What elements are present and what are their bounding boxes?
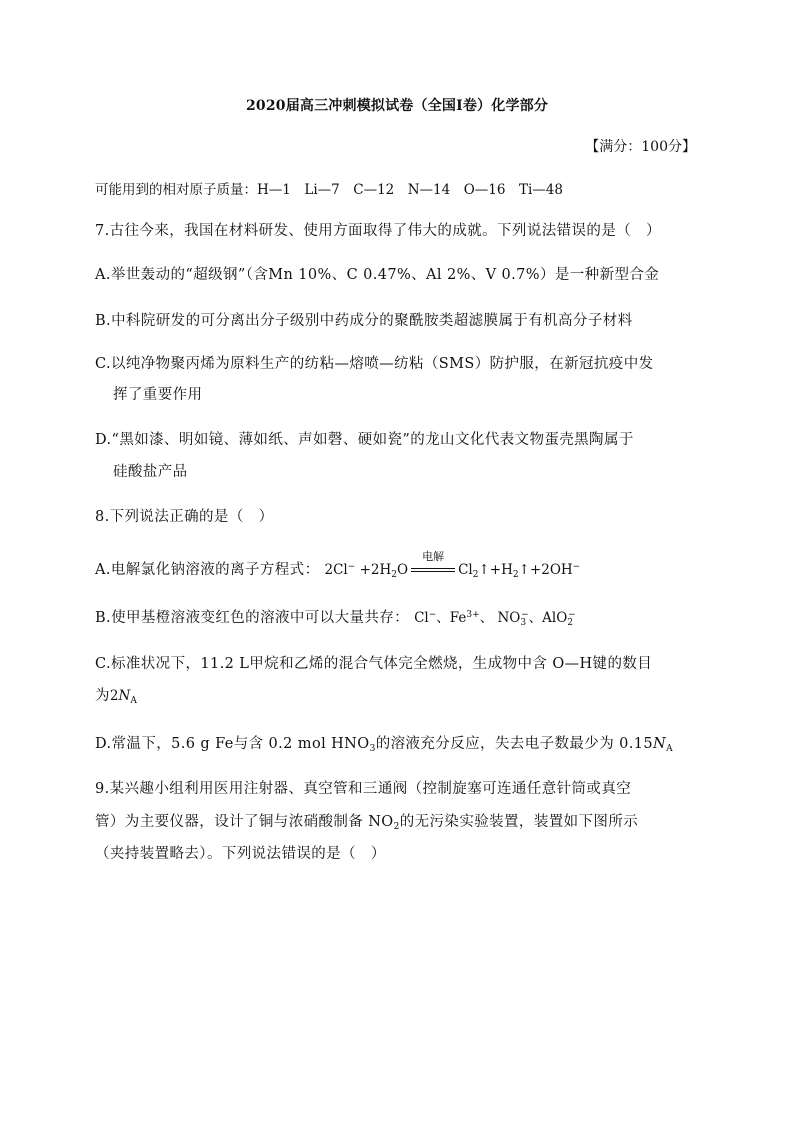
q7-option-d-line1: D.“黑如漆、明如镜、薄如纸、声如磬、硬如瓷”的龙山文化代表文物蛋壳黑陶属于 [95, 432, 634, 448]
q7-option-d-line2: 硅酸盐产品 [113, 464, 188, 480]
q8-option-a-prefix: A.电解氯化钠溶液的离子方程式： [95, 562, 320, 578]
q8-option-b-ions: Cl−、$Fe^{3+}$、 $NO_3^-$、AlO$_2$− [414, 610, 576, 628]
q8-option-a-equation: $2Cl^- +2H_2O$ 电解 $Cl_2↑+H_2↑+2OH^-$ [324, 549, 581, 580]
q8-option-b [95, 606, 576, 628]
q7-option-a: A.举世轰动的“超级钢”（含Mn 10%、C 0.47%、Al 2%、V 0.7%）是一种新型合金 [95, 267, 660, 283]
q9-stem-line1: 9.某兴趣小组利用医用注射器、真空管和三通阀（控制旋塞可连通任意针筒或真空 [95, 781, 632, 797]
q8-option-a [95, 549, 581, 580]
full-score-label: 【满分：100分】 [585, 139, 696, 155]
q8-option-c-line2: 为$2N_A$ [95, 688, 137, 706]
q8-option-b-prefix: B.使甲基橙溶液变红色的溶液中可以大量共存： [95, 610, 410, 626]
q9-stem-line3: （夹持装置略去）。下列说法错误的是（ ） [95, 846, 386, 862]
q7-option-c-line1: C.以纯净物聚丙烯为原料生产的纺粘—熔喷—纺粘（SMS）防护服，在新冠抗疫中发 [95, 356, 654, 372]
q8-option-c-line1: C.标准状况下，11.2 L甲烷和乙烯的混合气体完全燃烧，生成物中含 O—H键的数目 [95, 656, 653, 672]
q8-stem: 8.下列说法正确的是（ ） [95, 509, 274, 525]
q9-stem-line2: 管）为主要仪器，设计了铜与浓硝酸制备 $NO_2$的无污染实验装置，装置如下图所示 [95, 814, 639, 832]
electrolysis-condition: 电解 [411, 564, 455, 578]
atomic-masses: 可能用到的相对原子质量：H—1 Li—7 C—12 N—14 O—16 Ti—48 [95, 182, 563, 198]
q7-option-c-line2: 挥了重要作用 [113, 387, 203, 403]
q8-option-d: D.常温下，5.6 g Fe与含 0.2 mol $HNO_3$的溶液充分反应，失去电子数最少为 $0.15N_A$ [95, 736, 673, 754]
q7-stem: 7.古往今来，我国在材料研发、使用方面取得了伟大的成就。下列说法错误的是（ ） [95, 223, 661, 239]
page-title: 2020届高三冲刺模拟试卷（全国Ⅰ卷）化学部分 [245, 98, 549, 114]
q7-option-b: B.中科院研发的可分离出分子级别中药成分的聚酰胺类超滤膜属于有机高分子材料 [95, 313, 633, 329]
